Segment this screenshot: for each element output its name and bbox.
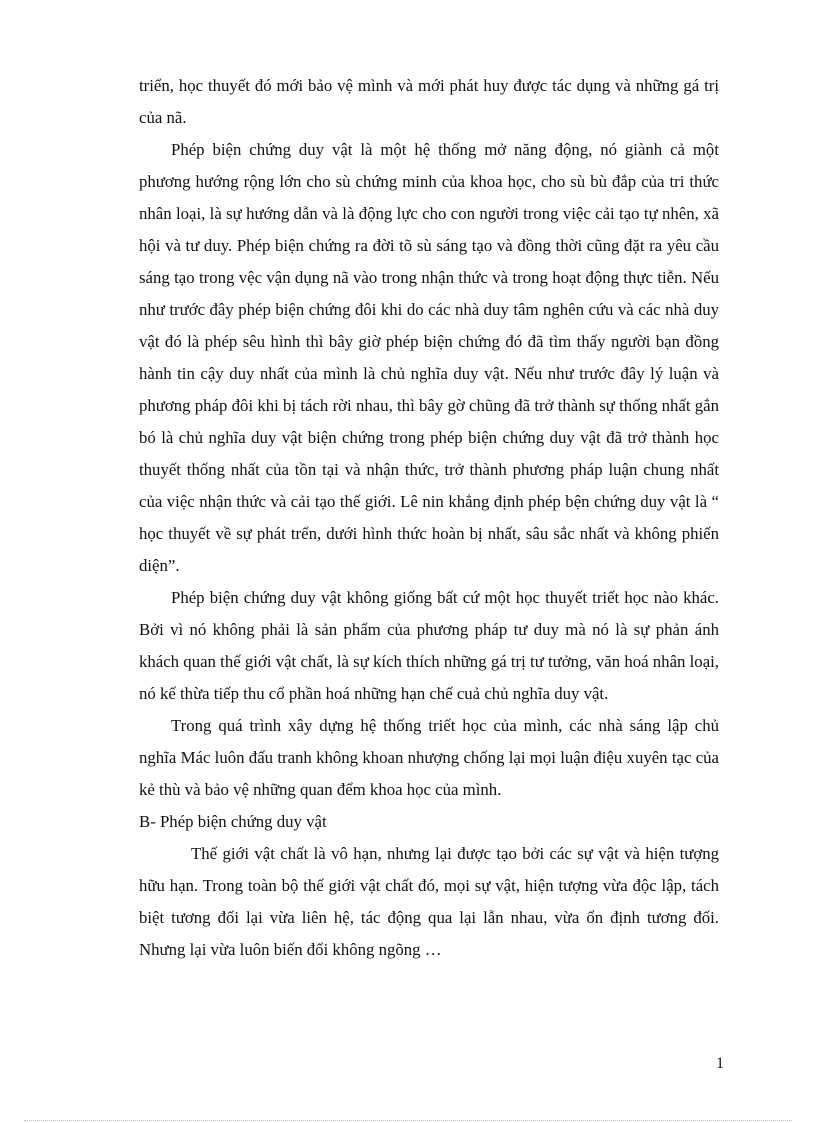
paragraph-dialectics-unique: Phép biện chứng duy vật không giống bất cứ một học thuyết triết học nào khác. Bởi vì nó không phải là sản phẩm của phương pháp tư duy mà nó là sự phản ánh khách quan thế giới vật chất, là sự kích thích những gá trị tư tưởng, văn hoá nhân loại, nó kế thừa tiếp thu cổ phần hoá những hạn chế cuả chủ nghĩa duy vật. bbox=[139, 588, 719, 703]
document-body bbox=[139, 70, 719, 966]
section-heading: B- Phép biện chứng duy vật bbox=[139, 812, 327, 831]
page-bottom-rule bbox=[24, 1120, 792, 1121]
page-number: 1 bbox=[716, 1055, 724, 1072]
paragraph-marx-founders: Trong quá trình xây dựng hệ thống triết học của mình, các nhà sáng lập chủ nghĩa Mác luôn đấu tranh không khoan nhượng chống lại mọi luận điệu xuyên tạc của kẻ thù và bảo vệ những quan đểm khoa học của mình. bbox=[139, 716, 719, 799]
paragraph-continued: triển, học thuyết đó mới bảo vệ mình và mới phát huy được tác dụng và những gá trị của nã. bbox=[139, 76, 719, 127]
paragraph-dialectics-open-system: Phép biện chứng duy vật là một hệ thống mở năng động, nó giành cả một phương hướng rộng lớn cho sù chứng minh của khoa học, cho sù bù đắp của tri thức nhân loại, là sự hướng dẫn và là động lực cho con người trong việc cải tạo tự nhên, xã hội và tư duy. Phép biện chứng ra đời tõ sù sáng tạo và đồng thời cũng đặt ra yêu cầu sáng tạo trong vệc vận dụng nã vào trong nhận thức và trong hoạt động thực tiễn. Nếu như trước đây phép biện chứng đôi khi do các nhà duy tâm nghên cứu và các nhà duy vật đó là phép sêu hình thì bây giờ phép biện chứng đó đã tìm thấy người bạn đồng hành tin cậy duy nhất của mình là chủ nghĩa duy vật. Nếu như trước đây lý luận và phương pháp đôi khi bị tách rời nhau, thì bây gờ chũng đã trở thành sự thống nhất gắn bó là chủ nghĩa duy vật biện chứng trong phép biện chứng duy vật đã trở thành học thuyết thống nhất của tồn tại và nhận thức, trở thành phương pháp luận chung nhất của việc nhận thức và cải tạo thế giới. Lê nin khẳng định phép bện chứng duy vật là “ học thuyết về sự phát trển, dưới hình thức hoàn bị nhất, sâu sắc nhất và không phiến diện”. bbox=[139, 140, 719, 575]
paragraph-material-world: Thế giới vật chất là vô hạn, nhưng lại được tạo bởi các sự vật và hiện tượng hữu hạn. Trong toàn bộ thế giới vật chất đó, mọi sự vật, hiện tượng vừa độc lập, tách biệt tương đối lại vừa liên hệ, tác động qua lại lẫn nhau, vừa ổn định tương đối. Nhưng lại vừa luôn biến đổi không ngõng … bbox=[139, 844, 719, 959]
